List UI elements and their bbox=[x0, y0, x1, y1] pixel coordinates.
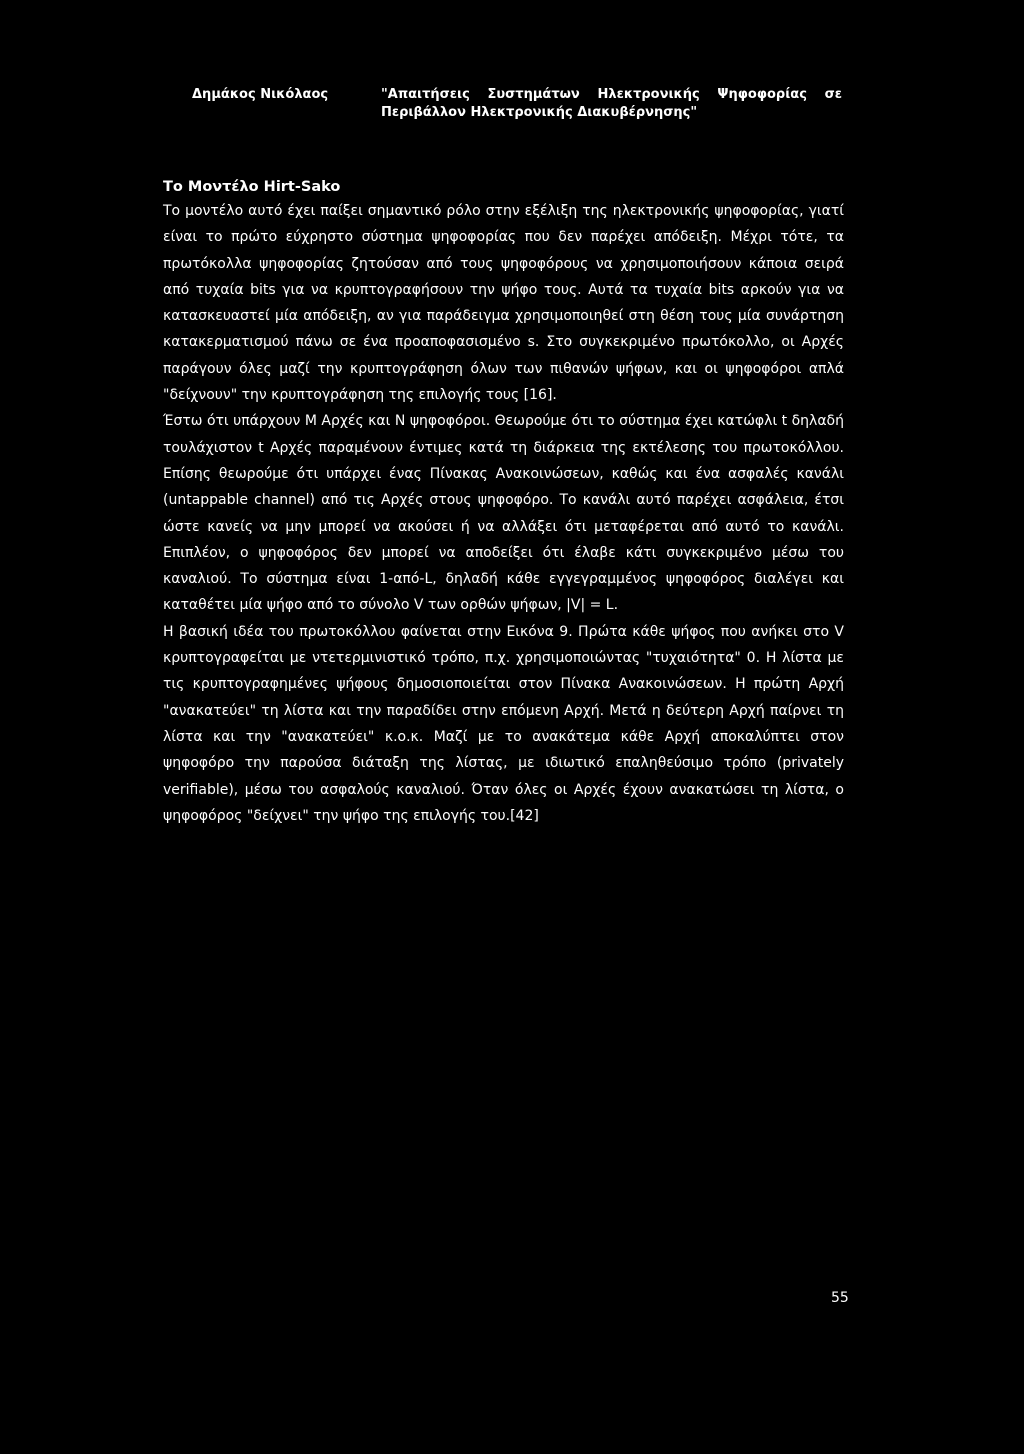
paragraph-3: Η βασική ιδέα του πρωτοκόλλου φαίνεται στην Εικόνα 9. Πρώτα κάθε ψήφος που ανήκει στο V κρυπτογραφείται με ντετερμινιστικό τρόπο, π.χ. χρησιμοποιώντας "τυχαιότητα" 0. Η λίστα με τις κρυπτογραφημένες ψήφους δημοσιοποιείται στον Πίνακα Ανακοινώσεων. Η πρώτη Αρχή "ανακατεύει" τη λίστα και την παραδίδει στην επόμενη Αρχή. Μετά η δεύτερη Αρχή παίρνει τη λίστα και την "ανακατεύει" κ.ο.κ. Μαζί με το ανακάτεμα κάθε Αρχή αποκαλύπτει στον ψηφοφόρο την παρούσα διάταξη της λίστας, με ιδιωτικό επαληθεύσιμο τρόπο (privately verifiable), μέσω του ασφαλούς καναλιού. Όταν όλες οι Αρχές έχουν ανακατώσει τη λίστα, ο ψηφοφόρος "δείχνει" την ψήφο της επιλογής του.[42] bbox=[163, 623, 844, 824]
header-author: Δημάκος Νικόλαος bbox=[192, 87, 329, 102]
paragraph-1: Το μοντέλο αυτό έχει παίξει σημαντικό ρόλο στην εξέλιξη της ηλεκτρονικής ψηφοφορίας, γιατί είναι το πρώτο εύχρηστο σύστημα ψηφοφορίας που δεν παρέχει απόδειξη. Μέχρι τότε, τα πρωτόκολλα ψηφοφορίας ζητούσαν από τους ψηφοφόρους να χρησιμοποιήσουν κάποια σειρά από τυχαία bits για να κρυπτογραφήσουν την ψήφο τους. Αυτά τα τυχαία bits αρκούν για να κατασκευαστεί μία απόδειξη, αν για παράδειγμα χρησιμοποιηθεί στη θέση τους μία συνάρτηση κατακερματισμού πάνω σε ένα προαποφασισμένο s. Στο συγκεκριμένο πρωτόκολλο, οι Αρχές παράγουν όλες μαζί την κρυπτογράφηση όλων των πιθανών ψήφων, και οι ψηφοφόροι απλά "δείχνουν" την κρυπτογράφηση της επιλογής τους [16]. bbox=[163, 203, 844, 404]
page-number: 55 bbox=[831, 1290, 849, 1306]
section-title: Το Μοντέλο Hirt-Sako bbox=[163, 179, 341, 195]
header-document-title: "Απαιτήσεις Συστημάτων Ηλεκτρονικής Ψηφοφορίας σε Περιβάλλον Ηλεκτρονικής Διακυβέρνησης" bbox=[381, 87, 842, 120]
paragraph-2: Έστω ότι υπάρχουν M Αρχές και N ψηφοφόροι. Θεωρούμε ότι το σύστημα έχει κατώφλι t δηλαδή τουλάχιστον t Αρχές παραμένουν έντιμες κατά τη διάρκεια της εκτέλεσης του πρωτοκόλλου. Επίσης θεωρούμε ότι υπάρχει ένας Πίνακας Ανακοινώσεων, καθώς και ένα ασφαλές κανάλι (untappable channel) από τις Αρχές στους ψηφοφόρο. Το κανάλι αυτό παρέχει ασφάλεια, έτσι ώστε κανείς να μην μπορεί να ακούσει ή να αλλάξει ότι μεταφέρεται από αυτό το κανάλι. Επιπλέον, ο ψηφοφόρος δεν μπορεί να αποδείξει ότι έλαβε κάτι συγκεκριμένο μέσω του καναλιού. Το σύστημα είναι 1-από-L, δηλαδή κάθε εγγεγραμμένος ψηφοφόρος διαλέγει και καταθέτει μία ψήφο από το σύνολο V των ορθών ψήφων, |V| = L. bbox=[163, 413, 844, 614]
main-content bbox=[163, 176, 844, 829]
